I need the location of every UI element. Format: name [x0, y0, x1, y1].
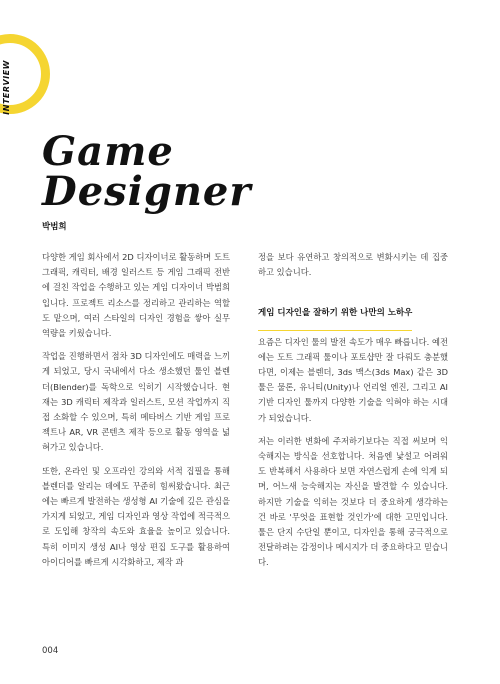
author-name: 박범희 — [42, 222, 67, 232]
section-subheading: 게임 디자인을 잘하기 위한 나만의 노하우 — [258, 306, 412, 330]
title-line-2: Designer — [42, 168, 252, 215]
body-paragraph: 다양한 게임 회사에서 2D 디자이너로 활동하며 도트 그래픽, 캐릭터, 배경 일러스트 등 게임 그래픽 전반에 걸친 작업을 수행하고 있는 게임 디자이너 박범희입니다. 프로젝트 리소스를 정리하고 관리하는 역할도 맡으며, 여러 스타일의 디자인 경험을 쌓아 실무 역량을 키웠습니다. — [42, 252, 230, 339]
body-paragraph: 또한, 온라인 및 오프라인 강의와 서적 집필을 통해 블렌더를 알리는 데에도 꾸준히 힘써왔습니다. 최근에는 빠르게 발전하는 생성형 AI 기술에 깊은 관심을 가지게 되었고, 게임 디자인과 영상 작업에 적극적으로 도입해 창작의 속도와 효율을 높이고 있습니다. 특히 이미지 생성 AI나 영상 편집 도구를 활용하여 아이디어를 빠르게 시각화하고, 제작 과 — [42, 465, 230, 567]
body-paragraph-continued: 정을 보다 유연하고 창의적으로 변화시키는 데 집중하고 있습니다. — [258, 252, 448, 278]
body-paragraph: 요즘은 디자인 툴의 발전 속도가 매우 빠릅니다. 예전에는 도트 그래픽 툴이나 포토샵만 잘 다뤄도 충분했다면, 이제는 블렌더, 3ds 맥스(3ds Max) 같은 3D 툴은 물론, 유니티(Unity)나 언리얼 엔진, 그리고 AI 기반 디자인 툴까지 다양한 기술을 익혀야 하는 시대가 되었습니다. — [258, 336, 448, 423]
title-line-1: Game — [42, 128, 174, 175]
body-paragraph: 작업을 진행하면서 점차 3D 디자인에도 매력을 느끼게 되었고, 당시 국내에서 다소 생소했던 툴인 블렌더(Blender)를 독학으로 익히기 시작했습니다. 현재는 3D 캐릭터 제작과 일러스트, 모션 작업까지 직접 소화할 수 있으며, 특히 메타버스 기반 게임 프로젝트나 AR, VR 콘텐츠 제작 등으로 활동 영역을 넓혀가고 있습니다. — [42, 351, 230, 453]
body-paragraph: 저는 이러한 변화에 주저하기보다는 직접 써보며 익숙해지는 방식을 선호합니다. 처음엔 낯설고 어려워도 반복해서 사용하다 보면 자연스럽게 손에 익게 되며, 어느새 능숙해지는 자신을 발견할 수 있습니다. 하지만 기술을 익히는 것보다 더 중요하게 생각하는 건 바로 '무엇을 표현할 것인가'에 대한 고민입니다. 툴은 단지 수단일 뿐이고, 디자인을 통해 궁극적으로 전달하려는 감정이나 메시지가 더 중요하다고 믿습니다. — [258, 435, 448, 568]
page-number: 004 — [42, 646, 59, 656]
right-column — [258, 250, 448, 579]
page-title — [42, 128, 252, 215]
interview-badge-label: INTERVIEW — [2, 60, 11, 115]
left-column — [42, 250, 230, 578]
